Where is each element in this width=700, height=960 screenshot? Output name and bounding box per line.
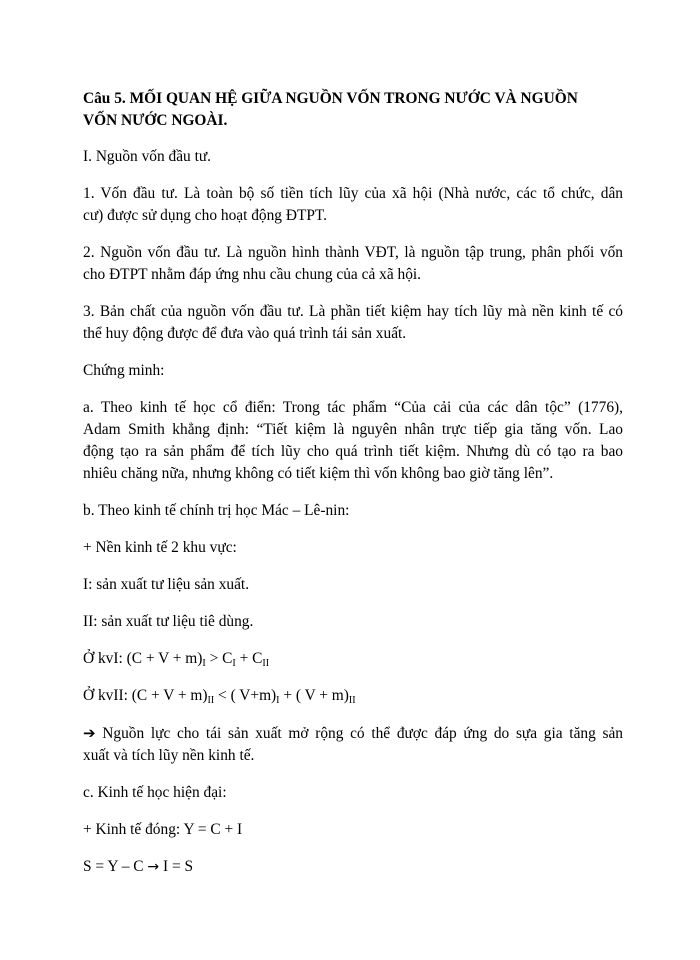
paragraph-classical-economics — [83, 397, 623, 485]
paragraph-nguon-von — [83, 242, 623, 286]
arrow-right-icon: ➔ — [83, 724, 96, 742]
savings-equation: S = Y – C → I = S — [83, 858, 194, 875]
closed-economy-equation: + Kinh tế đóng: Y = C + I — [83, 821, 243, 838]
sector-1: I: sản xuất tư liệu sản xuất. — [83, 576, 250, 593]
modern-economics-heading: c. Kinh tế học hiện đại: — [83, 784, 227, 801]
paragraph-line: 2. Nguồn vốn đầu tư. Là nguồn hình thành VĐT, là nguồn tập trung, phân phối vốn — [83, 244, 623, 261]
paragraph-line: 3. Bản chất của nguồn vốn đầu tư. Là phần tiết kiệm hay tích lũy mà nền kinh tế có — [83, 303, 623, 320]
arrow-right-icon: → — [147, 859, 160, 875]
paragraph-line: a. Theo kinh tế học cổ điển: Trong tác phẩm “Của cải của các dân tộc” (1776), — [83, 399, 623, 416]
paragraph-line: 1. Vốn đầu tư. Là toàn bộ số tiền tích lũy của xã hội (Nhà nước, các tổ chức, dân — [83, 185, 623, 202]
paragraph-line: động tạo ra sản phẩm để tích lũy cho quá trình tiết kiệm. Nhưng dù có tạo ra bao — [83, 443, 623, 460]
paragraph-marxist-economics: b. Theo kinh tế chính trị học Mác – Lê-nin: — [83, 502, 350, 519]
proof-heading: Chứng minh: — [83, 362, 165, 379]
equation-sector-1: Ở kvI: $(C + V + m)_I > C_I + C_{II}$ — [83, 650, 270, 669]
section-heading: I. Nguồn vốn đầu tư. — [83, 148, 212, 165]
paragraph-line: nhiêu chăng nữa, nhưng không có tiết kiệm thì vốn không bao giờ tăng lên”. — [83, 465, 554, 482]
paragraph-line: thể huy động được để đưa vào quá trình tái sản xuất. — [83, 325, 407, 342]
paragraph-line: cư) được sử dụng cho hoạt động ĐTPT. — [83, 207, 328, 224]
document-page — [83, 88, 623, 893]
title-line-1: Câu 5. MỐI QUAN HỆ GIỮA NGUỒN VỐN TRONG NƯỚC VÀ NGUỒN — [83, 90, 578, 107]
paragraph-von-dau-tu — [83, 183, 623, 227]
paragraph-ban-chat — [83, 301, 623, 345]
page-title — [83, 88, 623, 132]
paragraph-line: cho ĐTPT nhằm đáp ứng nhu cầu chung của cả xã hội. — [83, 266, 422, 283]
conclusion-paragraph — [83, 722, 623, 767]
equation-sector-2: Ở kvII: $(C + V + m)_{II}$ < ( $V+m)_I$ + ( $V + m)_{II}$ — [83, 687, 356, 706]
sector-2: II: sản xuất tư liệu tiê dùng. — [83, 613, 254, 630]
paragraph-line: Adam Smith khẳng định: “Tiết kiệm là nguyên nhân trực tiếp gia tăng vốn. Lao — [83, 421, 623, 438]
paragraph-line: xuất và tích lũy nền kinh tế. — [83, 747, 255, 764]
two-sector-economy: + Nền kinh tế 2 khu vực: — [83, 539, 237, 556]
title-line-2: VỐN NƯỚC NGOÀI. — [83, 112, 228, 129]
paragraph-line: ➔ Nguồn lực cho tái sản xuất mở rộng có thể được đáp ứng do sựa gia tăng sản — [83, 724, 623, 742]
